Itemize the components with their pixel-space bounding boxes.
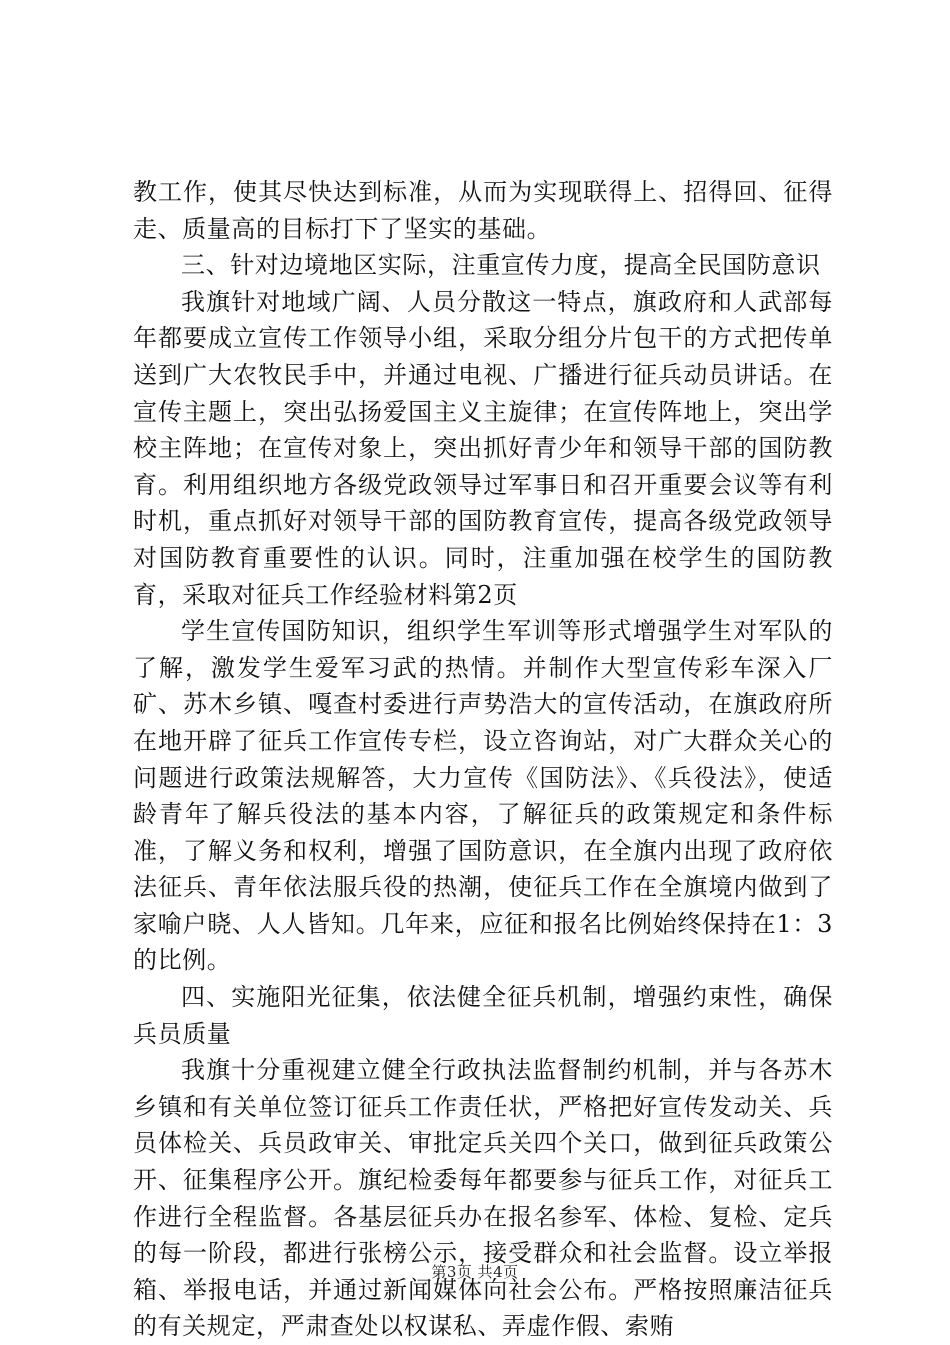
section-heading-four: 四、实施阳光征集，依法健全征兵机制，增强约束性，确保兵员质量 xyxy=(133,983,833,1048)
paragraph-supervision: 我旗十分重视建立健全行政执法监督制约机制，并与各苏木乡镇和有关单位签订征兵工作责任状，严格把好宣传发动关、兵员体检关、兵员政审关、审批定兵关四个关口，做到征兵政策公开、征集程序公开。旗纪检委每年都要参与征兵工作，对征兵工作进行全程监督。各基层征兵办在报名参军、体检、复检、定兵的每一阶段，都进行张榜公示，接受群众和社会监督。设立举报箱、举报电话，并通过新闻媒体向社会公布。严格按照廉洁征兵的有关规定，严肃查处以权谋私、弄虚作假、索贿 xyxy=(133,1056,833,1341)
paragraph-publicity: 我旗针对地域广阔、人员分散这一特点，旗政府和人武部每年都要成立宣传工作领导小组，采取分组分片包干的方式把传单送到广大农牧民手中，并通过电视、广播进行征兵动员讲话。在宣传主题上，突出弘扬爱国主义主旋律；在宣传阵地上，突出学校主阵地；在宣传对象上，突出抓好青少年和领导干部的国防教育。利用组织地方各级党政领导过军事日和召开重要会议等有利时机，重点抓好对领导干部的国防教育宣传，提高各级党政领导对国防教育重要性的认识。同时，注重加强在校学生的国防教育，采取对征兵工作经验材料第2页 xyxy=(133,287,833,609)
paragraph-continuation: 教工作，使其尽快达到标准，从而为实现联得上、招得回、征得走、质量高的目标打下了坚实的基础。 xyxy=(133,178,833,243)
paragraph-students: 学生宣传国防知识，组织学生军训等形式增强学生对军队的了解，激发学生爱军习武的热情。并制作大型宣传彩车深入厂矿、苏木乡镇、嘎查村委进行声势浩大的宣传活动，在旗政府所在地开辟了征兵工作宣传专栏，设立咨询站，对广大群众关心的问题进行政策法规解答，大力宣传《国防法》、《兵役法》，使适龄青年了解兵役法的基本内容，了解征兵的政策规定和条件标准，了解义务和权利，增强了国防意识，在全旗内出现了政府依法征兵、青年依法服兵役的热潮，使征兵工作在全旗境内做到了家喻户晓、人人皆知。几年来，应征和报名比例始终保持在1：3的比例。 xyxy=(133,617,833,975)
page-footer: 第3页 共4页 xyxy=(431,1263,519,1281)
document-body xyxy=(133,174,833,1345)
section-heading-three: 三、针对边境地区实际，注重宣传力度，提高全民国防意识 xyxy=(181,251,821,280)
